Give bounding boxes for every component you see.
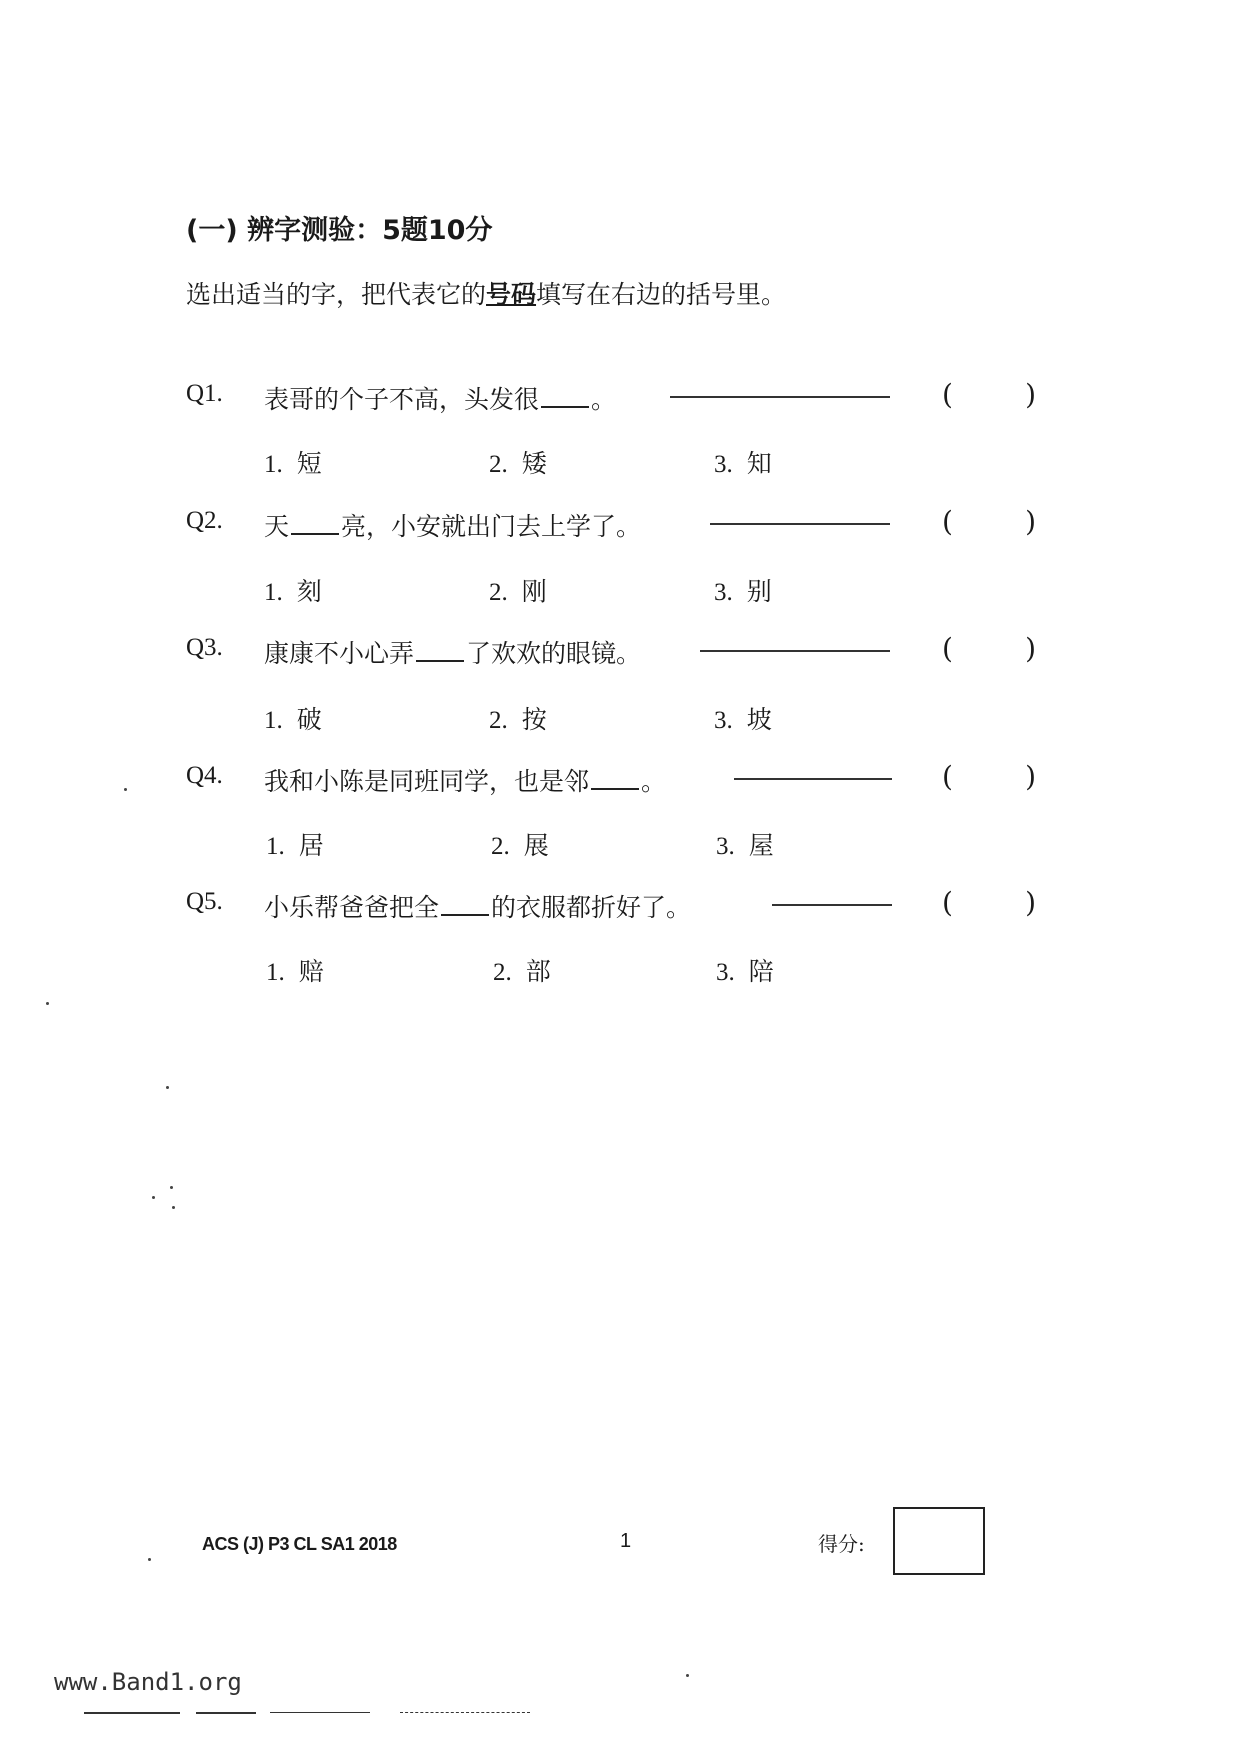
bottom-rule [196, 1712, 256, 1714]
option-number: 2. [489, 579, 508, 606]
close-paren: ) [1025, 760, 1036, 793]
exam-code: ACS (J) P3 CL SA1 2018 [202, 1534, 397, 1554]
option-2 [491, 826, 549, 862]
option-char: 陪 [748, 957, 774, 986]
instruction-underlined-word: 号码 [486, 280, 537, 309]
question-number: Q4. [186, 762, 223, 789]
instruction-part-1: 选出适当的字，把代表它的 [186, 280, 487, 309]
answer-blank [591, 766, 639, 790]
option-number: 2. [493, 959, 512, 986]
open-paren: ( [942, 760, 953, 793]
scan-speck [148, 1558, 151, 1561]
option-2 [489, 700, 547, 736]
page-number: 1 [620, 1530, 632, 1552]
leader-line [700, 650, 890, 652]
leader-line [772, 904, 892, 906]
options-row-1 [264, 444, 864, 480]
answer-blank [291, 511, 339, 535]
section-title: (一) 辨字测验：5题10分 [186, 215, 493, 246]
question-text [264, 634, 641, 670]
close-paren: ) [1025, 505, 1036, 538]
question-text [264, 507, 641, 543]
answer-blank [541, 384, 589, 408]
options-row-4 [264, 826, 864, 862]
option-2 [489, 444, 547, 480]
question-text-before: 天 [264, 512, 290, 541]
question-4 [186, 762, 1046, 802]
question-text-after: 的衣服都折好了。 [491, 893, 692, 922]
option-1 [264, 572, 322, 608]
question-number: Q1. [186, 380, 223, 407]
answer-blank [441, 892, 489, 916]
option-number: 3. [716, 959, 735, 986]
option-1 [264, 444, 322, 480]
option-char: 刻 [296, 577, 322, 606]
open-paren: ( [942, 886, 953, 919]
leader-line [710, 523, 890, 525]
option-char: 短 [296, 449, 322, 478]
option-char: 知 [746, 449, 772, 478]
scan-speck [172, 1206, 175, 1209]
option-number: 2. [491, 833, 510, 860]
question-text-before: 康康不小心弄 [264, 639, 415, 668]
question-text-before: 表哥的个子不高，头发很 [264, 385, 540, 414]
option-number: 3. [716, 833, 735, 860]
option-char: 屋 [748, 831, 774, 860]
answer-parentheses[interactable] [942, 760, 1036, 793]
option-3 [714, 700, 772, 736]
scan-speck [166, 1086, 169, 1089]
option-number: 1. [264, 579, 283, 606]
question-1 [186, 380, 1046, 420]
option-number: 1. [264, 451, 283, 478]
score-box[interactable] [893, 1507, 985, 1575]
option-char: 刚 [521, 577, 547, 606]
option-char: 居 [298, 831, 324, 860]
option-char: 展 [523, 831, 549, 860]
close-paren: ) [1025, 632, 1036, 665]
answer-parentheses[interactable] [942, 632, 1036, 665]
option-char: 赔 [298, 957, 324, 986]
close-paren: ) [1025, 886, 1036, 919]
question-3 [186, 634, 1046, 674]
answer-parentheses[interactable] [942, 886, 1036, 919]
watermark: www.Band1.org [54, 1668, 242, 1696]
scan-speck [46, 1002, 49, 1005]
option-number: 2. [489, 707, 508, 734]
option-1 [266, 826, 324, 862]
scan-speck [124, 788, 127, 791]
option-3 [716, 826, 774, 862]
leader-line [670, 396, 890, 398]
question-text [264, 762, 666, 798]
close-paren: ) [1025, 378, 1036, 411]
answer-parentheses[interactable] [942, 378, 1036, 411]
option-number: 3. [714, 451, 733, 478]
bottom-rule [400, 1712, 530, 1713]
option-3 [714, 572, 772, 608]
option-char: 坡 [746, 705, 772, 734]
instruction-text [186, 275, 786, 311]
option-3 [714, 444, 772, 480]
option-number: 3. [714, 579, 733, 606]
open-paren: ( [942, 378, 953, 411]
instruction-part-2: 填写在右边的括号里。 [536, 280, 787, 309]
scan-speck [686, 1674, 689, 1677]
option-char: 破 [296, 705, 322, 734]
question-number: Q5. [186, 888, 223, 915]
leader-line [734, 778, 892, 780]
options-row-2 [264, 572, 864, 608]
option-number: 3. [714, 707, 733, 734]
answer-parentheses[interactable] [942, 505, 1036, 538]
question-text-after: 亮，小安就出门去上学了。 [341, 512, 642, 541]
scan-speck [152, 1196, 155, 1199]
open-paren: ( [942, 632, 953, 665]
option-char: 别 [746, 577, 772, 606]
option-2 [493, 952, 551, 988]
question-text-after: 了欢欢的眼镜。 [466, 639, 642, 668]
bottom-rule [84, 1712, 180, 1714]
option-number: 1. [266, 833, 285, 860]
question-5 [186, 888, 1046, 928]
question-text-after: 。 [591, 385, 617, 414]
option-3 [716, 952, 774, 988]
scan-speck [170, 1186, 173, 1189]
open-paren: ( [942, 505, 953, 538]
option-1 [266, 952, 324, 988]
options-row-5 [264, 952, 864, 988]
bottom-rule [270, 1712, 370, 1713]
question-number: Q3. [186, 634, 223, 661]
option-number: 2. [489, 451, 508, 478]
option-2 [489, 572, 547, 608]
question-number: Q2. [186, 507, 223, 534]
options-row-3 [264, 700, 864, 736]
question-text-after: 。 [641, 767, 667, 796]
option-number: 1. [266, 959, 285, 986]
question-text-before: 我和小陈是同班同学，也是邻 [264, 767, 590, 796]
option-number: 1. [264, 707, 283, 734]
score-label: 得分: [818, 1532, 865, 1556]
option-char: 部 [525, 957, 551, 986]
answer-blank [416, 638, 464, 662]
question-text-before: 小乐帮爸爸把全 [264, 893, 440, 922]
option-char: 按 [521, 705, 547, 734]
option-1 [264, 700, 322, 736]
question-text [264, 888, 691, 924]
question-text [264, 380, 616, 416]
question-2 [186, 507, 1046, 547]
option-char: 矮 [521, 449, 547, 478]
